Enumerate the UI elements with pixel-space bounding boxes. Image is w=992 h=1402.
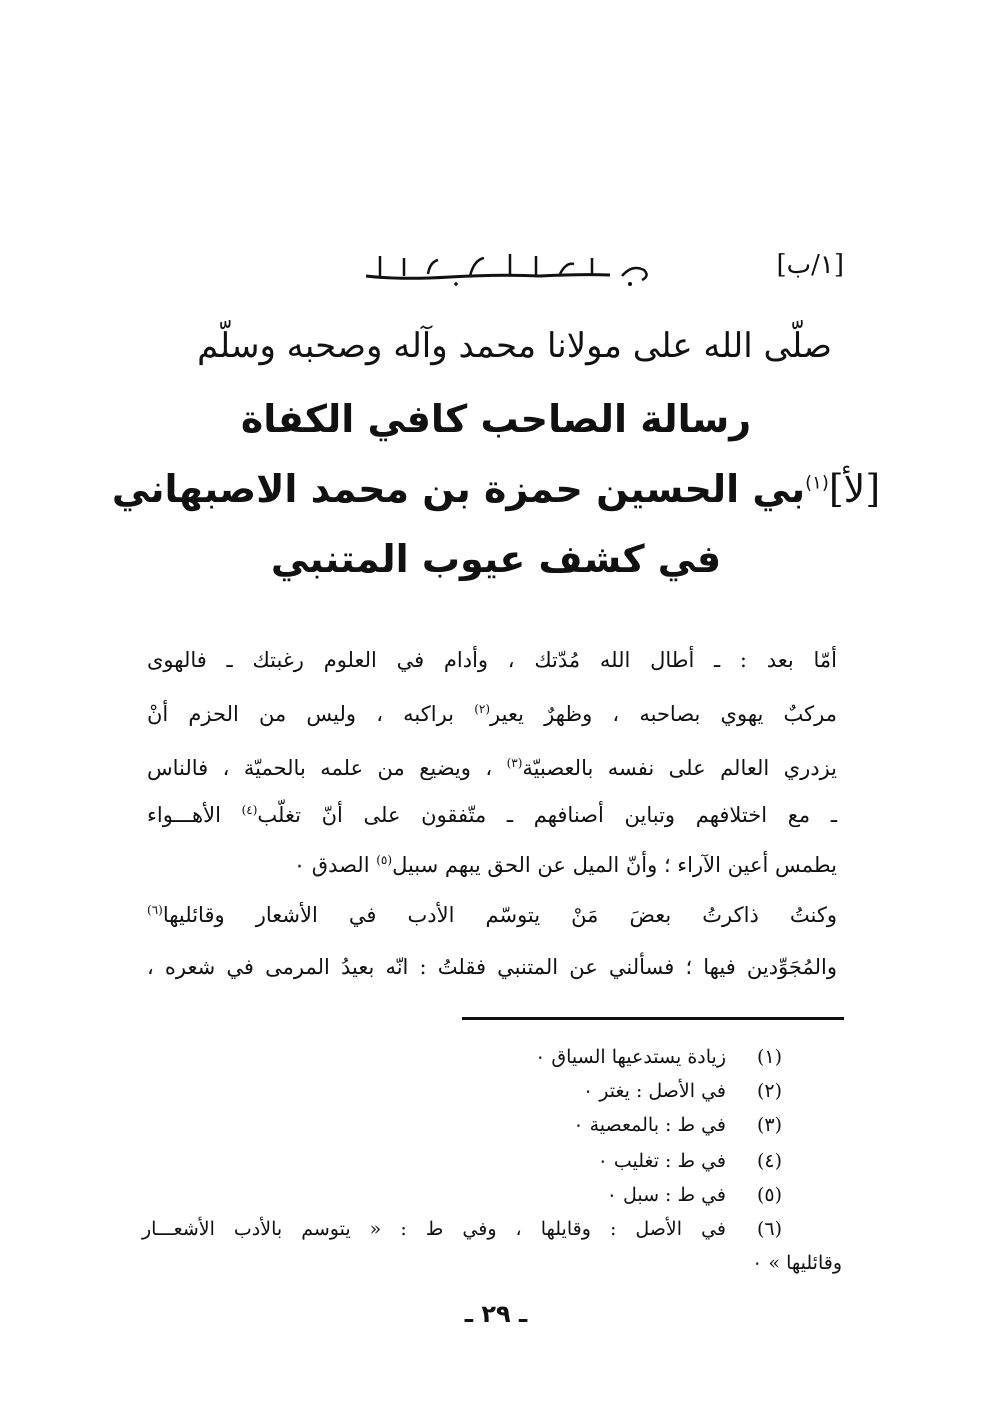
body-text: يطمس أعين الآراء ؛ وأنّ الميل عن الحق يبهم سبيل	[392, 853, 837, 877]
title-footnote-ref: (١)	[805, 472, 829, 494]
body-line-4	[147, 803, 837, 827]
title-line-3: في كشف عيوب المتنبي	[270, 537, 722, 581]
body-text: الأهـــواء	[147, 803, 242, 827]
footnote-4	[162, 1150, 782, 1180]
title-editorial-bracket: [لأ]	[828, 467, 881, 511]
footnote-separator	[462, 1017, 844, 1020]
footnote-ref: (٤)	[241, 803, 258, 817]
basmala-calligraphy-drawing	[360, 246, 660, 288]
footnote-2	[162, 1080, 782, 1110]
footnote-text: في ط : تغليب ٠	[597, 1150, 726, 1172]
title-line-1: رسالة الصاحب كافي الكفاة	[240, 397, 752, 441]
folio-marker: [١/ب]	[776, 250, 844, 280]
body-line-1: أمّا بعد : ـ أطال الله مُدّتك ، وأدام في العلوم رغبتك ـ فالهوى	[147, 648, 837, 672]
title-line-2-text: بي الحسين حمزة بن محمد الاصبهاني	[111, 467, 806, 511]
body-text: براكبه ، وليس من الحزم أنْ	[147, 702, 475, 726]
basmala-calligraphy	[360, 246, 660, 288]
footnote-number: (٢)	[756, 1080, 782, 1102]
footnote-5	[162, 1184, 782, 1214]
body-text: وكنتُ ذاكرتُ بعضَ مَنْ يتوسّم الأدب في الأشعار وقائليها	[162, 903, 837, 927]
body-text: مركبٌ يهوي بصاحبه ، وظهرٌ يعير	[490, 702, 837, 726]
footnote-text: في ط : بالمعصية ٠	[573, 1114, 726, 1136]
page-number: ـ ٢٩ ـ	[464, 1300, 528, 1328]
body-text: يزدري العالم على نفسه بالعصبيّة	[522, 756, 838, 780]
body-line-7: والمُجَوِّدين فيها ؛ فسألني عن المتنبي فقلتُ : انّه بعيدُ المرمى في شعره ،	[147, 955, 837, 979]
footnote-number: (١)	[756, 1046, 782, 1068]
footnote-3	[162, 1114, 782, 1144]
footnote-6-continuation: وقائليها » ٠	[752, 1252, 842, 1274]
footnote-text: في ط : سبل ٠	[606, 1184, 726, 1206]
footnote-ref: (٢)	[474, 702, 491, 716]
footnote-6	[142, 1218, 782, 1248]
body-line-2	[147, 702, 837, 726]
body-line-5	[147, 853, 837, 877]
title-line-2	[0, 467, 992, 511]
body-text: الصدق ٠	[293, 853, 377, 877]
footnote-text: في الأصل : وقايلها ، وفي ط : « يتوسم بالأدب الأشعـــار	[142, 1218, 726, 1240]
footnote-number: (٣)	[756, 1114, 782, 1136]
body-text: ـ مع اختلافهم وتباين أصنافهم ـ متّفقون على أنّ تغلّب	[257, 803, 837, 827]
body-line-3	[147, 756, 837, 780]
footnote-number: (٦)	[756, 1218, 782, 1240]
blessing-line: صلّى الله على مولانا محمد وآله وصحبه وسلّم	[197, 326, 832, 366]
footnote-1	[162, 1046, 782, 1076]
footnote-text: زيادة يستدعيها السياق ٠	[535, 1046, 726, 1068]
footnote-ref: (٣)	[506, 756, 523, 770]
footnote-number: (٥)	[756, 1184, 782, 1206]
body-line-6	[147, 903, 837, 927]
footnote-ref: (٥)	[376, 853, 393, 867]
body-text: ، ويضيع من علمه بالحميّة ، فالناس	[147, 756, 507, 780]
footnote-ref: (٦)	[147, 903, 163, 917]
footnote-number: (٤)	[756, 1150, 782, 1172]
footnote-text: في الأصل : يغتر ٠	[582, 1080, 726, 1102]
